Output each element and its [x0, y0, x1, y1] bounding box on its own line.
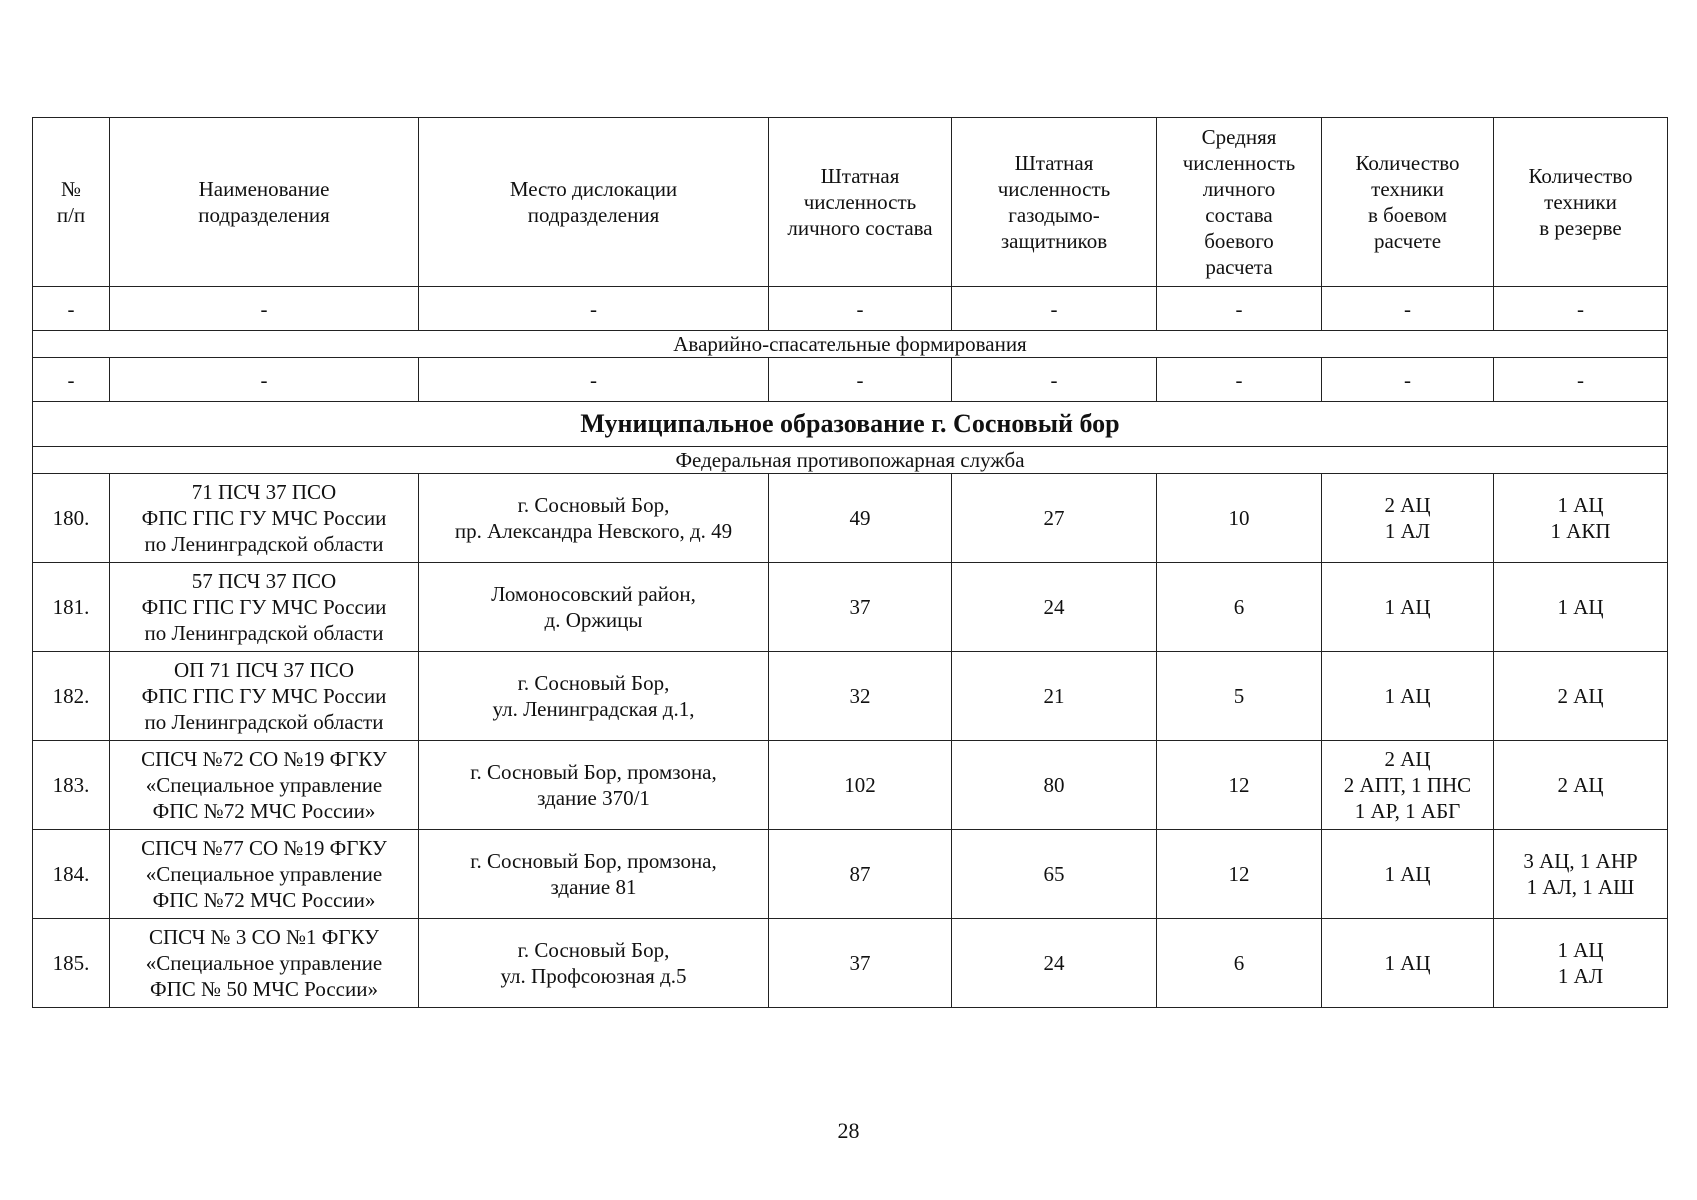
average-crew-cell: 12 — [1157, 741, 1322, 830]
section-row — [33, 331, 1668, 358]
section-rescue-title: Аварийно-спасательные формирования — [33, 331, 1668, 358]
row-number-cell: 180. — [33, 474, 110, 563]
dash-cell: - — [419, 287, 769, 331]
table-row — [33, 652, 1668, 741]
staff-count-cell: 32 — [769, 652, 952, 741]
dash-cell: - — [1494, 287, 1668, 331]
dash-cell: - — [952, 287, 1157, 331]
reserve-equipment-cell: 1 АЦ 1 АЛ — [1494, 919, 1668, 1008]
average-crew-cell: 6 — [1157, 919, 1322, 1008]
gas-protector-count-cell: 80 — [952, 741, 1157, 830]
header-num: № п/п — [33, 118, 110, 287]
dash-cell: - — [1322, 358, 1494, 402]
header-staff: Штатная численность личного состава — [769, 118, 952, 287]
header-location: Место дислокации подразделения — [419, 118, 769, 287]
row-number-cell: 182. — [33, 652, 110, 741]
staff-count-cell: 37 — [769, 563, 952, 652]
location-cell: г. Сосновый Бор, промзона, здание 370/1 — [419, 741, 769, 830]
reserve-equipment-cell: 1 АЦ 1 АКП — [1494, 474, 1668, 563]
gas-protector-count-cell: 27 — [952, 474, 1157, 563]
dash-cell: - — [110, 287, 419, 331]
average-crew-cell: 5 — [1157, 652, 1322, 741]
dash-cell: - — [110, 358, 419, 402]
dash-cell: - — [33, 358, 110, 402]
location-cell: г. Сосновый Бор, ул. Профсоюзная д.5 — [419, 919, 769, 1008]
reserve-equipment-cell: 1 АЦ — [1494, 563, 1668, 652]
unit-name-cell: 71 ПСЧ 37 ПСО ФПС ГПС ГУ МЧС России по Ленинградской области — [110, 474, 419, 563]
header-tech-combat: Количество техники в боевом расчете — [1322, 118, 1494, 287]
header-name: Наименование подразделения — [110, 118, 419, 287]
unit-name-cell: ОП 71 ПСЧ 37 ПСО ФПС ГПС ГУ МЧС России по Ленинградской области — [110, 652, 419, 741]
location-cell: г. Сосновый Бор, промзона, здание 81 — [419, 830, 769, 919]
reserve-equipment-cell: 2 АЦ — [1494, 741, 1668, 830]
location-cell: г. Сосновый Бор, ул. Ленинградская д.1, — [419, 652, 769, 741]
row-number-cell: 185. — [33, 919, 110, 1008]
table-row — [33, 741, 1668, 830]
header-gas: Штатная численность газодымо- защитников — [952, 118, 1157, 287]
combat-equipment-cell: 1 АЦ — [1322, 830, 1494, 919]
municipality-title: Муниципальное образование г. Сосновый бор — [33, 402, 1668, 447]
unit-name-cell: 57 ПСЧ 37 ПСО ФПС ГПС ГУ МЧС России по Ленинградской области — [110, 563, 419, 652]
staff-count-cell: 102 — [769, 741, 952, 830]
dash-cell: - — [33, 287, 110, 331]
page-number: 28 — [837, 1118, 860, 1143]
combat-equipment-cell: 2 АЦ 1 АЛ — [1322, 474, 1494, 563]
table-row — [33, 830, 1668, 919]
dash-row — [33, 287, 1668, 331]
row-number-cell: 183. — [33, 741, 110, 830]
unit-name-cell: СПСЧ № 3 СО №1 ФГКУ «Специальное управление ФПС № 50 МЧС России» — [110, 919, 419, 1008]
reserve-equipment-cell: 3 АЦ, 1 АНР 1 АЛ, 1 АШ — [1494, 830, 1668, 919]
header-avg: Средняя численность личного состава боевого расчета — [1157, 118, 1322, 287]
reserve-equipment-cell: 2 АЦ — [1494, 652, 1668, 741]
combat-equipment-cell: 1 АЦ — [1322, 919, 1494, 1008]
section-federal-title: Федеральная противопожарная служба — [33, 447, 1668, 474]
staff-count-cell: 87 — [769, 830, 952, 919]
average-crew-cell: 12 — [1157, 830, 1322, 919]
dash-cell: - — [1157, 358, 1322, 402]
combat-equipment-cell: 1 АЦ — [1322, 563, 1494, 652]
dash-row — [33, 358, 1668, 402]
table-row — [33, 919, 1668, 1008]
dash-cell: - — [1157, 287, 1322, 331]
gas-protector-count-cell: 65 — [952, 830, 1157, 919]
header-tech-reserve: Количество техники в резерве — [1494, 118, 1668, 287]
section-row — [33, 447, 1668, 474]
combat-equipment-cell: 2 АЦ 2 АПТ, 1 ПНС 1 АР, 1 АБГ — [1322, 741, 1494, 830]
row-number-cell: 184. — [33, 830, 110, 919]
dash-cell: - — [769, 287, 952, 331]
location-cell: Ломоносовский район, д. Оржицы — [419, 563, 769, 652]
units-table — [32, 117, 1668, 1008]
municipality-row — [33, 402, 1668, 447]
dash-cell: - — [1494, 358, 1668, 402]
table-row — [33, 563, 1668, 652]
gas-protector-count-cell: 21 — [952, 652, 1157, 741]
location-cell: г. Сосновый Бор, пр. Александра Невского, д. 49 — [419, 474, 769, 563]
gas-protector-count-cell: 24 — [952, 919, 1157, 1008]
average-crew-cell: 6 — [1157, 563, 1322, 652]
header-row — [33, 118, 1668, 287]
combat-equipment-cell: 1 АЦ — [1322, 652, 1494, 741]
row-number-cell: 181. — [33, 563, 110, 652]
gas-protector-count-cell: 24 — [952, 563, 1157, 652]
dash-cell: - — [1322, 287, 1494, 331]
staff-count-cell: 49 — [769, 474, 952, 563]
average-crew-cell: 10 — [1157, 474, 1322, 563]
unit-name-cell: СПСЧ №72 СО №19 ФГКУ «Специальное управление ФПС №72 МЧС России» — [110, 741, 419, 830]
staff-count-cell: 37 — [769, 919, 952, 1008]
unit-name-cell: СПСЧ №77 СО №19 ФГКУ «Специальное управление ФПС №72 МЧС России» — [110, 830, 419, 919]
dash-cell: - — [952, 358, 1157, 402]
dash-cell: - — [769, 358, 952, 402]
dash-cell: - — [419, 358, 769, 402]
table-row — [33, 474, 1668, 563]
